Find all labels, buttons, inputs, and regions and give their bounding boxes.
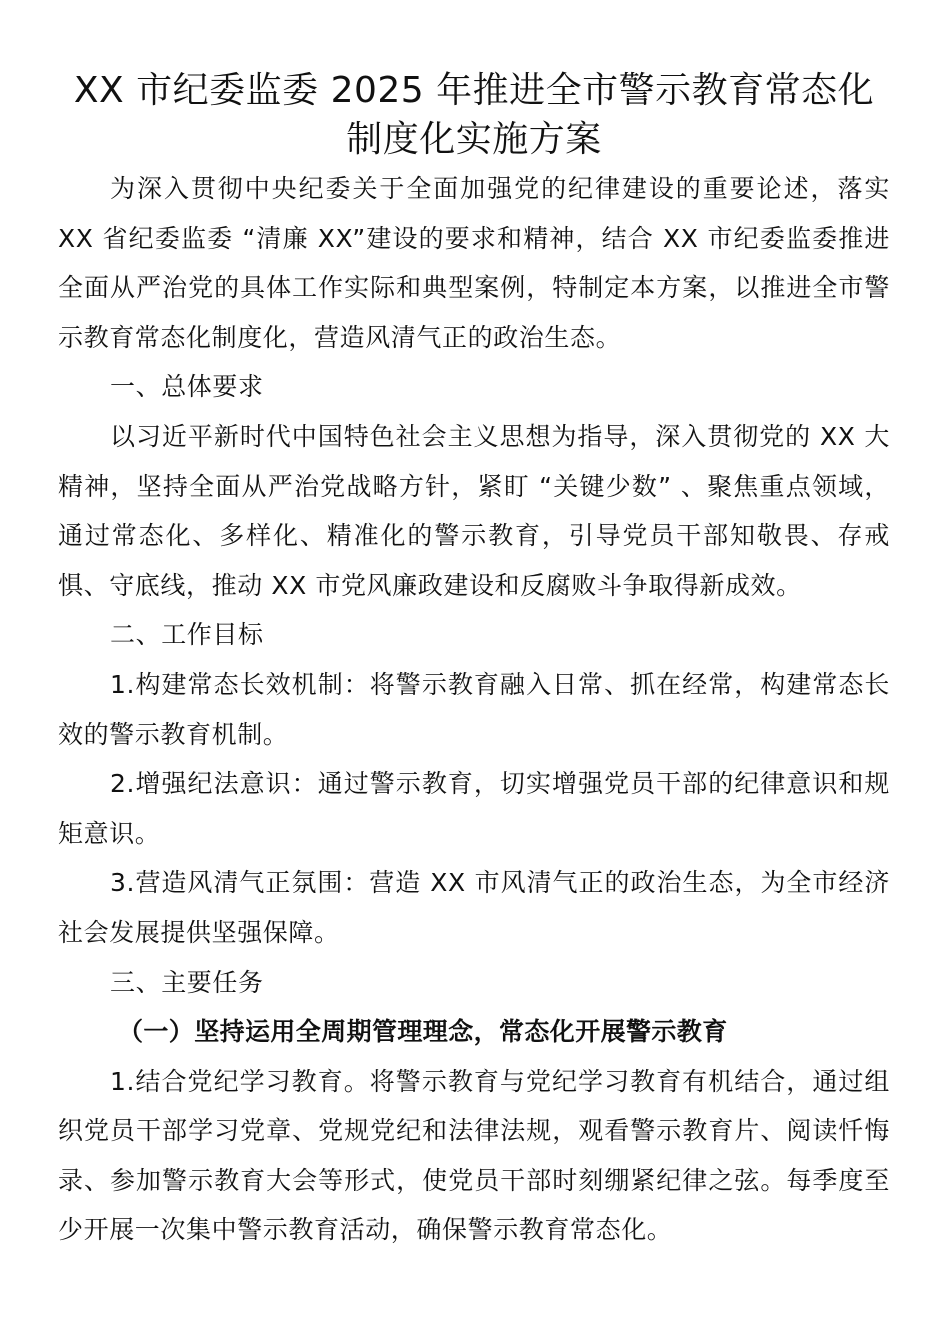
goal-item: 1.构建常态长效机制：将警示教育融入日常、抓在经常，构建常态长效的警示教育机制。: [58, 669, 890, 749]
subsection-heading: （一）坚持运用全周期管理理念，常态化开展警示教育: [118, 1017, 728, 1047]
document-title: XX 市纪委监委 2025 年推进全市警示教育常态化制度化实施方案: [73, 70, 875, 160]
goal-item: 2.增强纪法意识：通过警示教育，切实增强党员干部的纪律意识和规矩意识。: [58, 769, 890, 848]
section-heading-overall-requirements: 一、总体要求: [110, 372, 264, 402]
section-heading-work-goals: 二、工作目标: [110, 620, 264, 650]
task-paragraph: 1.结合党纪学习教育。将警示教育与党纪学习教育有机结合，通过组织党员干部学习党章、党规党纪和法律法规，观看警示教育片、阅读忏悔录、参加警示教育大会等形式，使党员干部时刻绷紧纪律之弦。每季度至少开展一次集中警示教育活动，确保警示教育常态化。: [58, 1066, 890, 1245]
document-page: [58, 66, 890, 1255]
intro-paragraph: 为深入贯彻中央纪委关于全面加强党的纪律建设的重要论述，落实 XX 省纪委监委 “清廉 XX”建设的要求和精神，结合 XX 市纪委监委推进全面从严治党的具体工作实际和典型案例，特制定本方案，以推进全市警示教育常态化制度化，营造风清气正的政治生态。: [58, 174, 890, 352]
section-heading-main-tasks: 三、主要任务: [110, 967, 264, 997]
goal-item: 3.营造风清气正氛围：营造 XX 市风清气正的政治生态，为全市经济社会发展提供坚强保障。: [58, 868, 890, 947]
overall-requirements-paragraph: 以习近平新时代中国特色社会主义思想为指导，深入贯彻党的 XX 大精神，坚持全面从严治党战略方针，紧盯 “关键少数” 、聚焦重点领域，通过常态化、多样化、精准化的警示教育，引导党员干部知敬畏、存戒惧、守底线，推动 XX 市党风廉政建设和反腐败斗争取得新成效。: [58, 421, 890, 600]
